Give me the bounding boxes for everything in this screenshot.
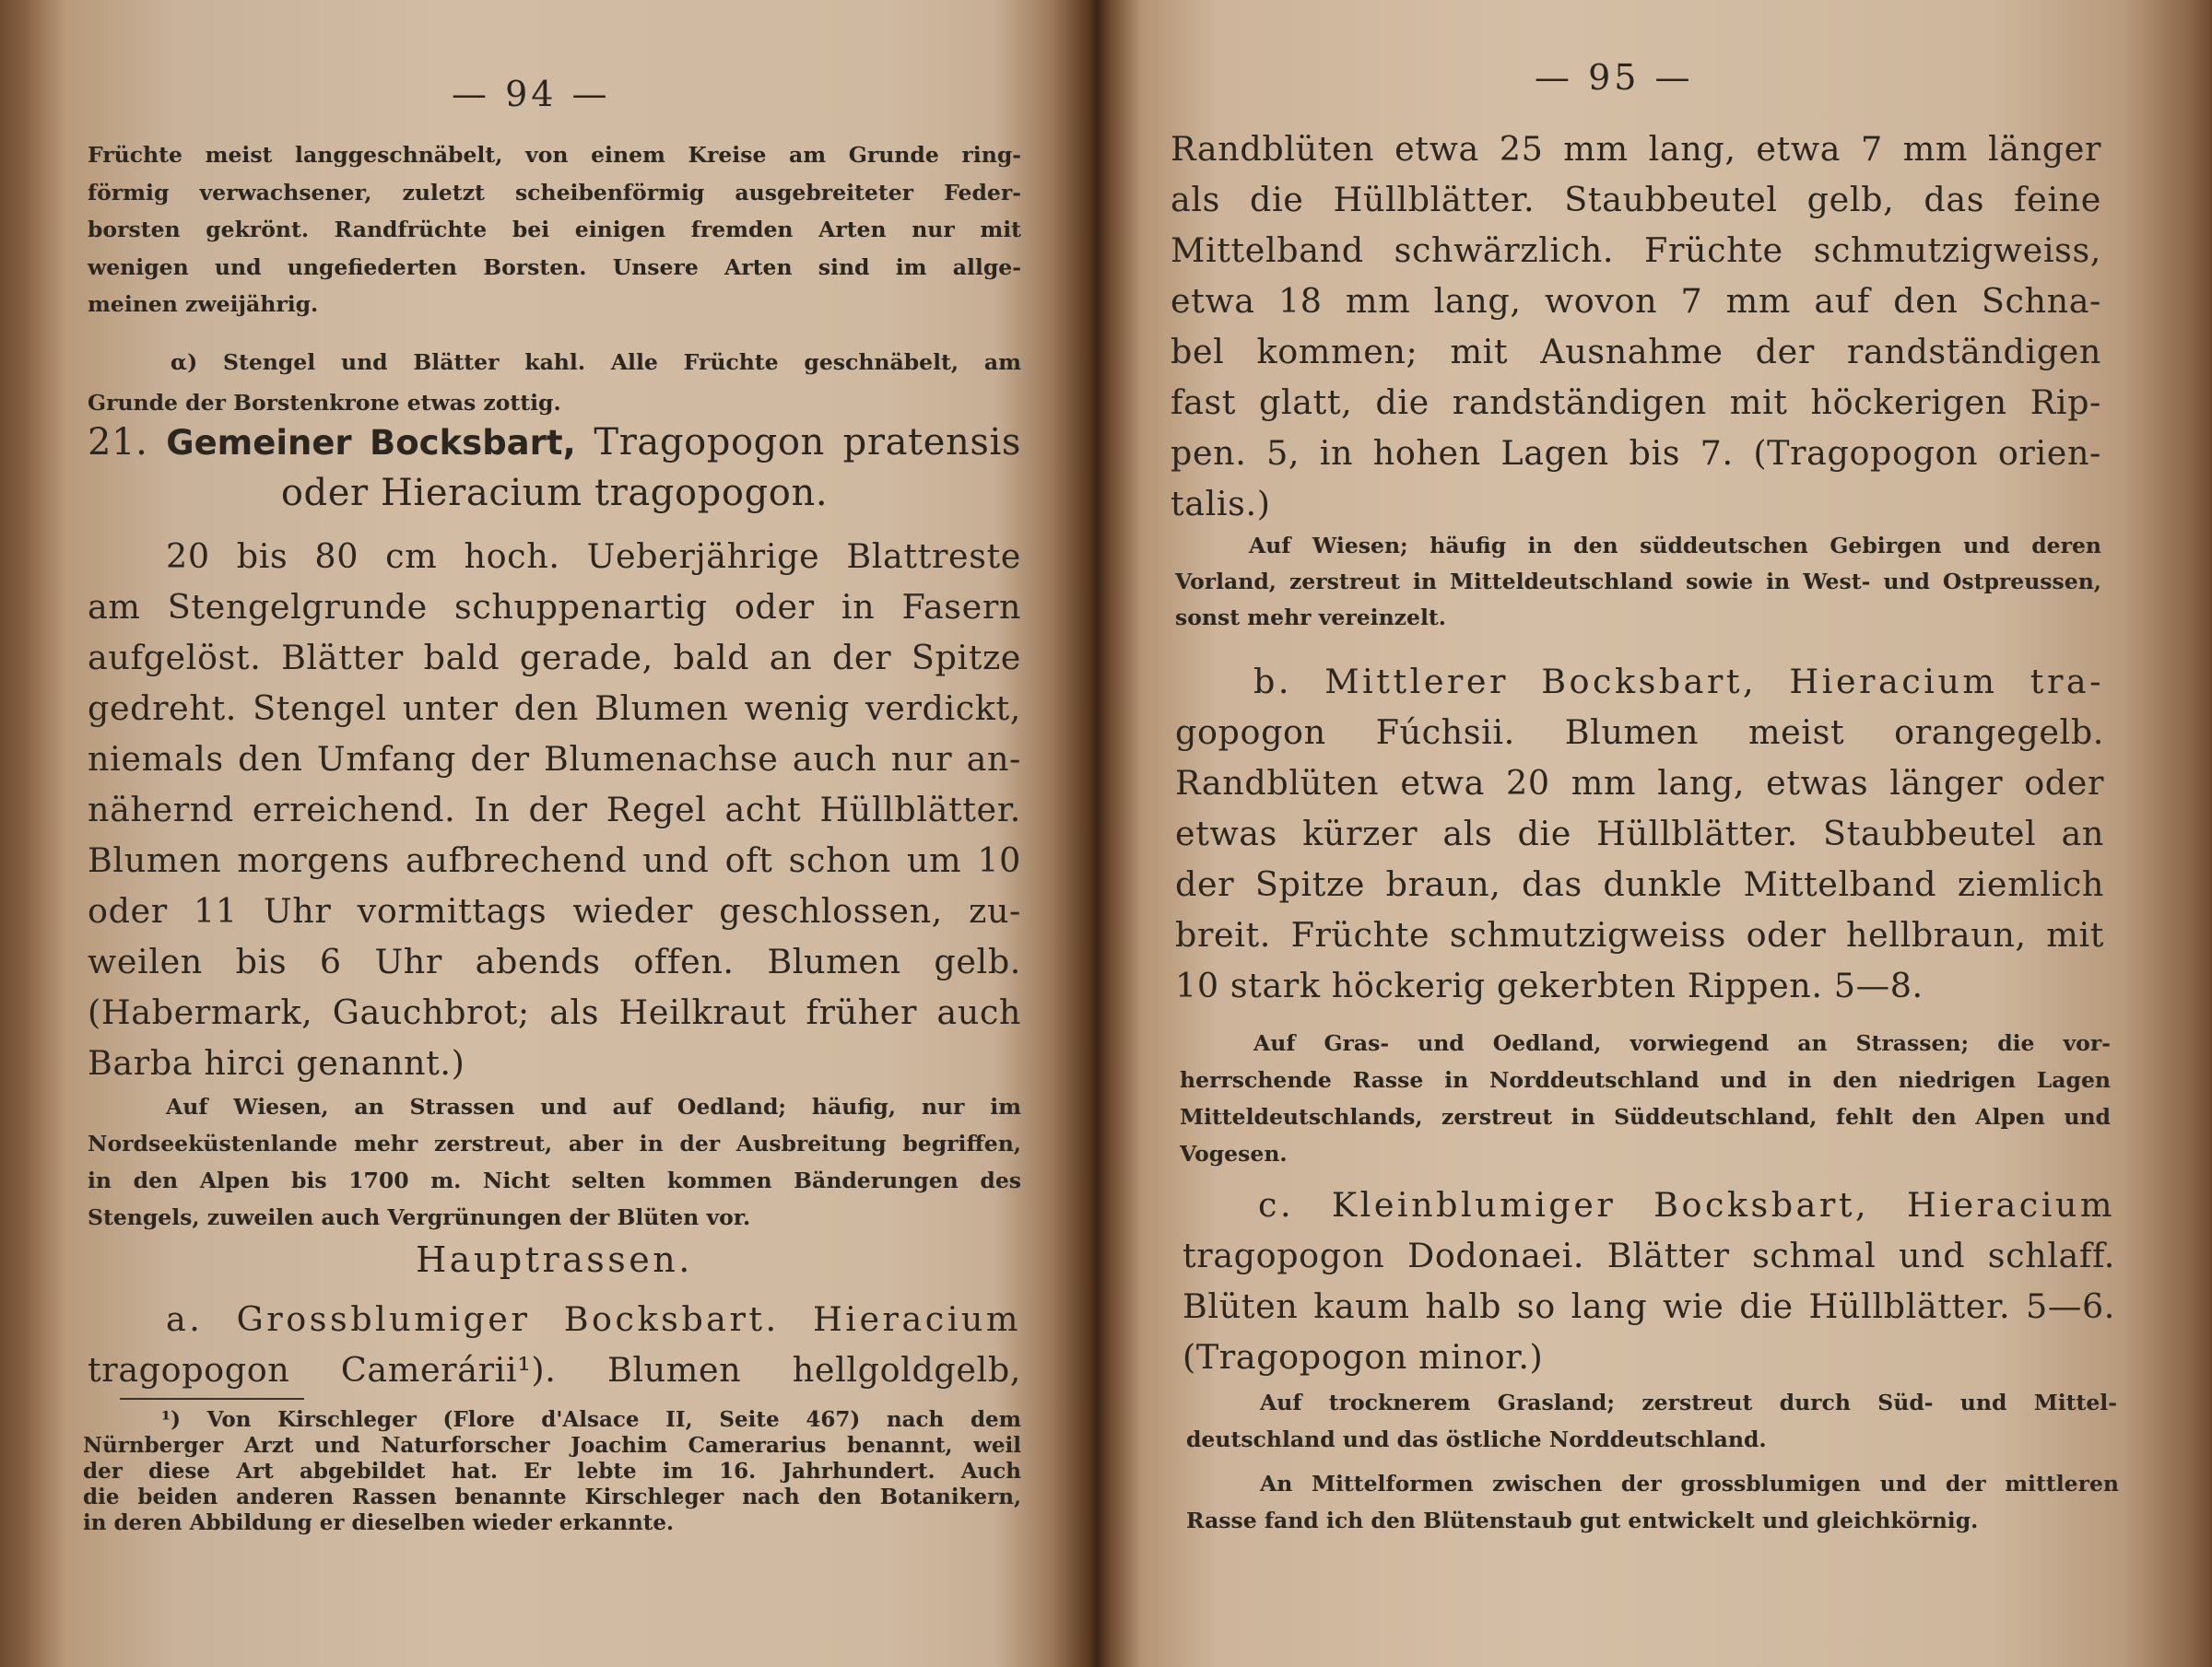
- text-line: gedreht. Stengel unter den Blumen wenig verdickt,: [88, 688, 1021, 728]
- text-line: Vorland, zerstreut in Mitteldeutschland sowie in West- und Ostpreussen,: [1175, 569, 2101, 594]
- text-line: Randblüten etwa 25 mm lang, etwa 7 mm länger: [1171, 129, 2101, 169]
- species-latin-name: oder Hieracium tragopogon.: [280, 472, 829, 514]
- closing-note: [1186, 1465, 2119, 1539]
- habitat-note: [1186, 1384, 2117, 1458]
- text-line: An Mittelformen zwischen der grossblumigen und der mittleren: [1260, 1471, 2119, 1497]
- text-line: der diese Art abgebildet hat. Er lebte im 16. Jahrhundert. Auch: [83, 1459, 1021, 1484]
- text-line: ¹) Von Kirschleger (Flore d'Alsace II, Seite 467) nach dem: [161, 1407, 1021, 1432]
- text-line: etwas kürzer als die Hüllblätter. Staubbeutel an: [1175, 814, 2104, 853]
- text-line: Grunde der Borstenkrone etwas zottig.: [88, 390, 561, 416]
- text-line: etwa 18 mm lang, wovon 7 mm auf den Schna-: [1171, 281, 2101, 321]
- page-number: — 94 —: [452, 74, 611, 114]
- text-line: weilen bis 6 Uhr abends offen. Blumen gelb.: [88, 942, 1021, 981]
- text-line: oder 11 Uhr vormittags wieder geschlossen, zu-: [88, 891, 1021, 931]
- text-line: meinen zweijährig.: [88, 291, 319, 317]
- text-line: Auf Wiesen, an Strassen und auf Oedland; häufig, nur im: [166, 1094, 1021, 1120]
- text-line: Auf Wiesen; häufig in den süddeutschen Gebirgen und deren: [1249, 533, 2101, 558]
- race-b: [1175, 656, 2104, 1011]
- text-line: talis.): [1171, 484, 1271, 523]
- text-line: (Habermark, Gauchbrot; als Heilkraut früher auch: [88, 992, 1021, 1032]
- text-line: Auf Gras- und Oedland, vorwiegend an Strassen; die vor-: [1253, 1030, 2111, 1056]
- habitat-note: [1175, 528, 2101, 636]
- text-line: aufgelöst. Blätter bald gerade, bald an der Spitze: [88, 638, 1021, 677]
- text-line: Vogesen.: [1180, 1141, 1288, 1167]
- text-line: herrschende Rasse in Norddeutschland und in den niedrigen Lagen: [1180, 1067, 2111, 1093]
- text-line: deutschland und das östliche Norddeutschland.: [1186, 1426, 1767, 1452]
- text-line: tragopogon Camerárii¹). Blumen hellgoldgelb,: [88, 1350, 1021, 1390]
- text-line: tragopogon Dodonaei. Blätter schmal und schlaff.: [1182, 1236, 2115, 1275]
- text-line: 10 stark höckerig gekerbten Rippen. 5—8.: [1175, 966, 1924, 1005]
- left-page: [0, 0, 1088, 1667]
- text-line: breit. Früchte schmutzigweiss oder hellbraun, mit: [1175, 915, 2104, 955]
- text-line: borsten gekrönt. Randfrüchte bei einigen fremden Arten nur mit: [88, 217, 1021, 242]
- text-line: Mitteldeutschlands, zerstreut in Süddeutschland, fehlt den Alpen und: [1180, 1104, 2111, 1130]
- text-line: förmig verwachsener, zuletzt scheibenförmig ausgebreiteter Feder-: [88, 179, 1021, 205]
- text-line: niemals den Umfang der Blumenachse auch nur an-: [88, 739, 1021, 779]
- text-line: die beiden anderen Rassen benannte Kirschleger nach den Botanikern,: [83, 1485, 1021, 1509]
- text-line: nähernd erreichend. In der Regel acht Hüllblätter.: [88, 790, 1021, 829]
- text-line: b. Mittlerer Bocksbart, Hieracium tra-: [1253, 662, 2104, 701]
- text-line: als die Hüllblätter. Staubbeutel gelb, das feine: [1171, 180, 2101, 219]
- habitat-note: [1180, 1025, 2111, 1172]
- text-line: am Stengelgrunde schuppenartig oder in Fasern: [88, 587, 1021, 627]
- text-line: wenigen und ungefiederten Borsten. Unsere Arten sind im allge-: [88, 253, 1021, 280]
- species-description: [88, 531, 1021, 1088]
- race-c: [1182, 1180, 2115, 1382]
- text-line: Mittelband schwärzlich. Früchte schmutzigweiss,: [1171, 230, 2101, 270]
- text-line: fast glatt, die randständigen mit höckerigen Rip-: [1171, 382, 2101, 422]
- text-line: in deren Abbildung er dieselben wieder erkannte.: [83, 1510, 675, 1535]
- species-name: Gemeiner Bocksbart,: [166, 423, 576, 463]
- text-line: Blüten kaum halb so lang wie die Hüllblätter. 5—6.: [1182, 1286, 2115, 1326]
- right-page: [1101, 0, 2212, 1667]
- footnote: [83, 1407, 1021, 1536]
- section-title: Hauptrassen.: [416, 1239, 693, 1280]
- text-line: 20 bis 80 cm hoch. Ueberjährige Blattreste: [166, 536, 1021, 576]
- text-line: (Tragopogon minor.): [1182, 1337, 1544, 1377]
- text-line: Barba hirci genannt.): [88, 1043, 465, 1083]
- species-number: 21.: [88, 421, 148, 464]
- text-line: Früchte meist langgeschnäbelt, von einem Kreise am Grunde ring-: [88, 142, 1021, 168]
- text-line: pen. 5, in hohen Lagen bis 7. (Tragopogon orien-: [1171, 433, 2101, 473]
- text-line: α) Stengel und Blätter kahl. Alle Früchte geschnäbelt, am: [171, 349, 1021, 375]
- section-heading: [88, 1235, 1021, 1285]
- text-line: der Spitze braun, das dunkle Mittelband ziemlich: [1175, 864, 2104, 904]
- text-line: Nordseeküstenlande mehr zerstreut, aber in der Ausbreitung begriffen,: [88, 1131, 1021, 1156]
- habitat-note: [88, 1088, 1021, 1236]
- race-a-continuation: [1171, 123, 2101, 529]
- text-line: Randblüten etwa 20 mm lang, etwas länger oder: [1175, 763, 2104, 803]
- text-line: sonst mehr vereinzelt.: [1175, 605, 1446, 630]
- text-line: c. Kleinblumiger Bocksbart, Hieracium: [1258, 1185, 2115, 1225]
- text-line: Nürnberger Arzt und Naturforscher Joachim Camerarius benannt, weil: [83, 1433, 1021, 1458]
- text-line: Stengels, zuweilen auch Vergrünungen der Blüten vor.: [88, 1204, 751, 1230]
- subgroup-alpha: [88, 342, 1021, 423]
- text-line: gopogon Fúchsii. Blumen meist orangegelb.: [1175, 712, 2104, 752]
- page-number: — 95 —: [1535, 57, 1694, 98]
- text-line: in den Alpen bis 1700 m. Nicht selten kommen Bänderungen des: [88, 1168, 1021, 1193]
- species-heading-line: [88, 417, 1021, 468]
- genus-description: [88, 136, 1021, 323]
- footnote-rule: [120, 1398, 304, 1400]
- text-line: bel kommen; mit Ausnahme der randständigen: [1171, 332, 2101, 371]
- race-a: [88, 1294, 1021, 1395]
- text-line: Rasse fand ich den Blütenstaub gut entwickelt und gleichkörnig.: [1186, 1508, 1979, 1533]
- species-heading: [88, 417, 1021, 519]
- species-latin-name: Tragopogon pratensis: [594, 421, 1021, 464]
- text-line: Blumen morgens aufbrechend und oft schon um 10: [88, 840, 1021, 880]
- text-line: Auf trocknerem Grasland; zerstreut durch Süd- und Mittel-: [1260, 1390, 2117, 1415]
- text-line: a. Grossblumiger Bocksbart. Hieracium: [166, 1299, 1021, 1339]
